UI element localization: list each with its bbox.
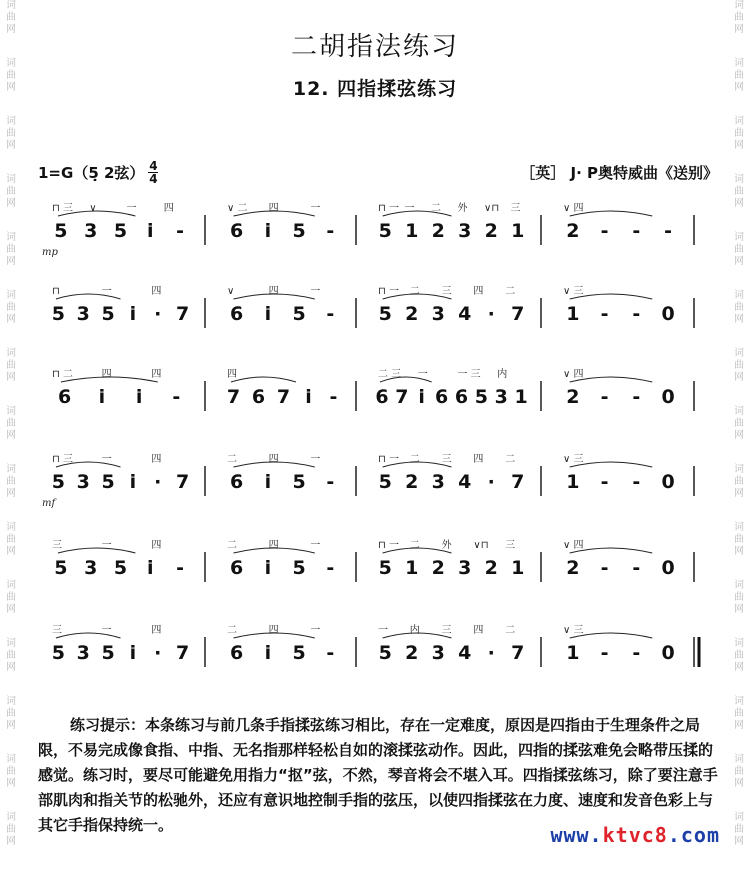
score-note: ·: [487, 642, 495, 664]
score-note: -: [664, 220, 673, 242]
fingering-mark: 四: [151, 540, 162, 551]
fingering-mark: 四: [473, 286, 484, 297]
fingering-mark: 四: [151, 286, 162, 297]
fingering-mark: 四: [151, 454, 162, 465]
side-watermark-right: 词 曲 网 词 曲 网 词 曲 网 词 曲 网 词 曲 网 词 曲 网 词 曲 网 词 曲 网 词 曲 网 词 曲 网 词 曲 网 词 曲 网 词 曲 网 词 曲 网 词 曲 网: [734, 0, 744, 847]
score-note: 7: [511, 303, 525, 325]
practice-tips: [38, 713, 718, 838]
score-note: 6: [58, 386, 72, 408]
score-note: -: [326, 220, 335, 242]
watermark-part-3: .com: [667, 823, 720, 847]
fingering-mark: 内: [409, 625, 420, 636]
score-note: i: [129, 303, 137, 325]
score-note: 3: [458, 220, 472, 242]
fingering-mark: 二: [505, 625, 516, 636]
score-note: 2: [566, 386, 580, 408]
score-note: 5: [378, 642, 392, 664]
fingering-mark: 一: [101, 454, 112, 465]
fingering-mark: 二: [227, 540, 237, 551]
fingering-mark: ∨ 三: [563, 625, 584, 636]
tips-text: 本条练习与前几条手指揉弦练习相比，存在一定难度，原因是四指由于生理条件之局限，不易完成像食指、中指、无名指那样轻松自如的滚揉弦动作。因此，四指的揉弦难免会略带压揉的感觉。练习时，要尽可能避免用指力“抠”弦，不然，琴音将会不堪入耳。四指揉弦练习，除了要注意手部肌肉和指关节的松驰外，还应有意识地控制手指的弦压，以使四指揉弦在力度、速度和发音色彩上与其它手指保持统一。: [38, 716, 718, 834]
score-note: 2: [405, 471, 419, 493]
score-note: 6: [230, 303, 244, 325]
score-note: 5: [378, 471, 392, 493]
fingering-mark: ∨ 三: [563, 454, 584, 465]
score-note: -: [600, 471, 609, 493]
score-note: 5: [292, 220, 306, 242]
score-note: i: [98, 386, 106, 408]
score-note: i: [264, 642, 272, 664]
fingering-mark: 一 三: [457, 369, 481, 380]
score-note: 4: [458, 642, 472, 664]
score-note: 5: [51, 642, 66, 664]
fingering-mark: 三: [52, 540, 62, 551]
score-note: i: [264, 303, 272, 325]
fingering-mark: ⊓: [52, 286, 60, 297]
score-note: 3: [431, 471, 445, 493]
score-note: 3: [76, 642, 90, 664]
time-signature-top: 4: [149, 159, 158, 173]
score-note: 2: [431, 557, 445, 579]
score-note: -: [176, 220, 185, 242]
score-note: 5: [101, 642, 115, 664]
fingering-mark: ⊓ 三: [52, 203, 73, 214]
score-note: -: [632, 471, 641, 493]
score-note: -: [632, 303, 641, 325]
score-note: 6: [230, 642, 244, 664]
score-note: 3: [76, 303, 90, 325]
exercise-title: 12. 四指揉弦练习: [292, 78, 458, 100]
score-note: 1: [566, 303, 580, 325]
composer-credit: ［英］ J· P奥特威曲《送别》: [520, 164, 718, 182]
score-note: -: [326, 642, 335, 664]
score-note: -: [172, 386, 181, 408]
score-note: 5: [101, 303, 115, 325]
score-note: 7: [511, 471, 525, 493]
score-note: 1: [566, 642, 580, 664]
fingering-mark: 二 三: [378, 369, 402, 380]
score-note: 6: [454, 386, 469, 408]
score-note: -: [326, 471, 335, 493]
score-note: i: [305, 386, 312, 408]
score-note: 5: [378, 220, 392, 242]
fingering-mark: 三: [441, 625, 452, 636]
score-note: ·: [154, 471, 162, 493]
score-note: 5: [292, 471, 306, 493]
fingering-mark: 一: [126, 203, 137, 214]
score-note: -: [600, 303, 609, 325]
score-note: 1: [511, 220, 525, 242]
score-note: 1: [511, 557, 525, 579]
score-note: ·: [154, 303, 162, 325]
fingering-mark: ⊓ 二: [52, 369, 73, 380]
score-note: 0: [661, 386, 675, 408]
score-note: 2: [484, 557, 498, 579]
score-note: 0: [661, 471, 675, 493]
score-note: 5: [292, 557, 306, 579]
score-note: 4: [458, 303, 472, 325]
score-note: 3: [494, 386, 508, 408]
fingering-mark: 四: [151, 625, 162, 636]
score-note: 3: [76, 471, 90, 493]
fingering-mark: 二: [409, 454, 420, 465]
fingering-mark: 三: [52, 625, 62, 636]
score-note: 7: [175, 642, 190, 664]
fingering-mark: 二: [505, 454, 516, 465]
score-note: 5: [51, 471, 66, 493]
score-note: -: [326, 557, 335, 579]
fingering-mark: 四: [101, 369, 112, 380]
score-note: -: [632, 642, 641, 664]
fingering-mark: 四: [268, 625, 279, 636]
score-note: 0: [661, 642, 675, 664]
score-note: ·: [487, 471, 495, 493]
score-note: -: [326, 303, 335, 325]
score-note: 0: [661, 557, 675, 579]
score-note: 4: [458, 471, 472, 493]
fingering-mark: ⊓ 一: [378, 286, 399, 297]
score-note: 1: [405, 557, 419, 579]
fingering-mark: 一: [101, 540, 112, 551]
fingering-mark: ∨: [89, 203, 97, 214]
score-note: 1: [405, 220, 419, 242]
site-watermark: [550, 823, 720, 847]
score-note: -: [632, 386, 641, 408]
fingering-mark: 二: [227, 625, 237, 636]
score-note: 2: [405, 642, 419, 664]
fingering-mark: ∨ 四: [563, 540, 584, 551]
score-note: 3: [431, 642, 445, 664]
fingering-mark: 一: [310, 454, 321, 465]
fingering-mark: ⊓ 三: [52, 454, 73, 465]
score-note: 2: [484, 220, 498, 242]
fingering-mark: 一: [101, 625, 112, 636]
score-note: 3: [431, 303, 445, 325]
score-note: -: [329, 386, 338, 408]
dynamic-mark: mf: [42, 498, 56, 509]
score-note: 5: [101, 471, 115, 493]
score-note: 5: [113, 557, 128, 579]
fingering-mark: 一: [417, 369, 428, 380]
score-note: 1: [514, 386, 528, 408]
score-note: i: [418, 386, 425, 408]
score-note: ·: [487, 303, 495, 325]
score-note: -: [600, 220, 609, 242]
side-watermark-left: 词 曲 网 词 曲 网 词 曲 网 词 曲 网 词 曲 网 词 曲 网 词 曲 网 词 曲 网 词 曲 网 词 曲 网 词 曲 网 词 曲 网 词 曲 网 词 曲 网 词 曲 网: [6, 0, 16, 847]
slur: [58, 548, 135, 553]
fingering-mark: 外: [457, 203, 468, 214]
fingering-mark: ∨ 三: [563, 286, 584, 297]
score-note: 7: [175, 471, 190, 493]
score-note: 7: [395, 386, 409, 408]
score-note: 6: [434, 386, 449, 408]
fingering-mark: 四: [163, 203, 174, 214]
score-note: i: [129, 642, 137, 664]
page-title: 二胡指法练习: [290, 32, 459, 62]
fingering-mark: 外: [441, 540, 452, 551]
fingering-mark: ⊓ 一: [378, 454, 399, 465]
score-note: i: [147, 220, 154, 242]
score-note: 2: [405, 303, 419, 325]
fingering-mark: 三: [510, 203, 521, 214]
score-note: 5: [292, 642, 306, 664]
score-note: 3: [458, 557, 472, 579]
score-note: -: [176, 557, 185, 579]
score-note: 7: [511, 642, 525, 664]
score-note: i: [129, 471, 137, 493]
score-note: ·: [154, 642, 162, 664]
fingering-mark: 二: [431, 203, 441, 214]
time-signature-bottom: 4: [149, 172, 158, 186]
fingering-mark: 四: [268, 454, 279, 465]
score-note: 6: [230, 557, 244, 579]
score-note: i: [264, 220, 272, 242]
fingering-mark: 三: [441, 286, 452, 297]
score-note: 5: [292, 303, 306, 325]
score-note: 6: [375, 386, 389, 408]
dynamic-mark: mp: [42, 247, 58, 258]
score-note: 3: [84, 220, 98, 242]
score-note: 5: [378, 557, 392, 579]
fingering-mark: ∨ 二: [227, 203, 248, 214]
score-note: 5: [474, 386, 488, 408]
score-note: 1: [566, 471, 580, 493]
fingering-mark: 一: [101, 286, 112, 297]
score-note: 7: [276, 386, 291, 408]
score-note: i: [135, 386, 143, 408]
fingering-mark: ∨: [227, 286, 235, 297]
fingering-mark: 一: [310, 286, 321, 297]
score-note: 2: [431, 220, 445, 242]
fingering-mark: 一: [310, 625, 321, 636]
score-note: 0: [661, 303, 675, 325]
fingering-mark: 内: [497, 369, 508, 380]
fingering-mark: 一: [404, 203, 415, 214]
score-note: 5: [378, 303, 392, 325]
fingering-mark: ∨ 四: [563, 203, 584, 214]
score-note: 7: [226, 386, 241, 408]
score-note: 5: [54, 220, 68, 242]
score-note: -: [632, 557, 641, 579]
fingering-mark: 四: [268, 540, 279, 551]
fingering-mark: ⊓ 一: [378, 203, 399, 214]
fingering-mark: 三: [505, 540, 516, 551]
score-note: -: [600, 386, 609, 408]
watermark-part-1: www.: [550, 823, 603, 847]
score-note: 2: [566, 557, 580, 579]
fingering-mark: 三: [441, 454, 452, 465]
key-label: 1=G（5̣ 2弦）: [38, 164, 145, 182]
score-note: -: [600, 642, 609, 664]
score-note: i: [264, 471, 272, 493]
score-note: 5: [113, 220, 128, 242]
fingering-mark: ⊓ 一: [378, 540, 399, 551]
fingering-mark: 四: [268, 203, 279, 214]
score-note: i: [147, 557, 154, 579]
fingering-mark: 四: [227, 369, 237, 380]
score-note: 6: [230, 220, 244, 242]
watermark-part-2: ktvc8: [602, 823, 668, 847]
score-note: 7: [175, 303, 190, 325]
tips-label: 练习提示：: [70, 716, 146, 734]
fingering-mark: 二: [409, 540, 420, 551]
score-note: 6: [230, 471, 244, 493]
fingering-mark: 二: [505, 286, 516, 297]
fingering-mark: ∨⊓: [473, 540, 489, 551]
score-note: 5: [54, 557, 68, 579]
score-note: 5: [51, 303, 66, 325]
fingering-mark: 四: [151, 369, 162, 380]
slur: [231, 377, 296, 382]
fingering-mark: 二: [409, 286, 420, 297]
score-note: -: [632, 220, 641, 242]
score-note: i: [264, 557, 272, 579]
score-note: 6: [251, 386, 266, 408]
fingering-mark: ∨⊓: [484, 203, 500, 214]
fingering-mark: 四: [268, 286, 279, 297]
fingering-mark: 四: [473, 454, 484, 465]
fingering-mark: 一: [310, 540, 321, 551]
fingering-mark: 一: [310, 203, 321, 214]
score-note: 2: [566, 220, 580, 242]
score-note: -: [600, 557, 609, 579]
fingering-mark: 四: [473, 625, 484, 636]
fingering-mark: 一: [378, 625, 388, 636]
score-note: 3: [84, 557, 98, 579]
fingering-mark: ∨ 四: [563, 369, 584, 380]
fingering-mark: 二: [227, 454, 237, 465]
